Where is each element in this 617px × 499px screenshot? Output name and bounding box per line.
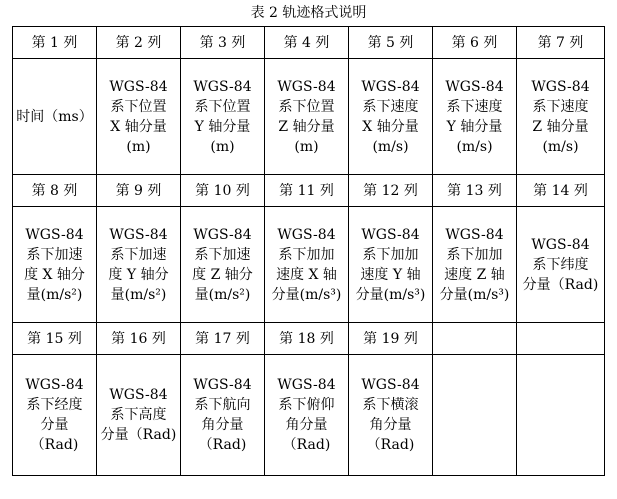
empty-cell: [433, 355, 517, 476]
column-description: WGS-84 系下位置 X 轴分量 (m): [97, 59, 181, 175]
description-row: [13, 355, 605, 476]
column-description: WGS-84 系下航向 角分量 （Rad): [181, 355, 265, 476]
column-description: WGS-84 系下经度 分量 （Rad): [13, 355, 97, 476]
column-header: 第 5 列: [349, 27, 433, 59]
column-description: WGS-84 系下加速 度 Y 轴分 量(m/s²): [97, 207, 181, 323]
column-description: WGS-84 系下速度 X 轴分量 (m/s): [349, 59, 433, 175]
column-description: WGS-84 系下加加 速度 Z 轴 分量(m/s³): [433, 207, 517, 323]
column-description: WGS-84 系下横滚 角分量 （Rad): [349, 355, 433, 476]
column-header: 第 18 列: [265, 323, 349, 355]
column-description: WGS-84 系下加速 度 X 轴分 量(m/s²): [13, 207, 97, 323]
column-header: 第 1 列: [13, 27, 97, 59]
header-row: [13, 27, 605, 59]
column-description: WGS-84 系下加加 速度 Y 轴 分量(m/s³): [349, 207, 433, 323]
column-description: WGS-84 系下加加 速度 X 轴 分量(m/s³): [265, 207, 349, 323]
column-header: 第 11 列: [265, 175, 349, 207]
column-header: 第 3 列: [181, 27, 265, 59]
column-description: WGS-84 系下速度 Y 轴分量 (m/s): [433, 59, 517, 175]
column-header: 第 10 列: [181, 175, 265, 207]
header-row: [13, 175, 605, 207]
header-row: [13, 323, 605, 355]
empty-cell: [433, 323, 517, 355]
column-header: 第 19 列: [349, 323, 433, 355]
column-header: 第 6 列: [433, 27, 517, 59]
column-header: 第 9 列: [97, 175, 181, 207]
column-header: 第 16 列: [97, 323, 181, 355]
column-header: 第 12 列: [349, 175, 433, 207]
empty-cell: [517, 323, 605, 355]
description-row: [13, 59, 605, 175]
column-header: 第 15 列: [13, 323, 97, 355]
column-description: 时间（ms）: [13, 59, 97, 175]
column-header: 第 2 列: [97, 27, 181, 59]
column-description: WGS-84 系下位置 Z 轴分量 (m): [265, 59, 349, 175]
column-header: 第 13 列: [433, 175, 517, 207]
track-format-table: [12, 26, 605, 476]
column-header: 第 8 列: [13, 175, 97, 207]
column-header: 第 7 列: [517, 27, 605, 59]
description-row: [13, 207, 605, 323]
column-description: WGS-84 系下速度 Z 轴分量 (m/s): [517, 59, 605, 175]
column-header: 第 4 列: [265, 27, 349, 59]
column-header: 第 14 列: [517, 175, 605, 207]
column-description: WGS-84 系下位置 Y 轴分量 (m): [181, 59, 265, 175]
empty-cell: [517, 355, 605, 476]
table-caption: 表 2 轨迹格式说明: [250, 5, 367, 21]
column-header: 第 17 列: [181, 323, 265, 355]
column-description: WGS-84 系下俯仰 角分量 （Rad): [265, 355, 349, 476]
column-description: WGS-84 系下纬度 分量（Rad): [517, 207, 605, 323]
column-description: WGS-84 系下高度 分量（Rad): [97, 355, 181, 476]
column-description: WGS-84 系下加速 度 Z 轴分 量(m/s²): [181, 207, 265, 323]
